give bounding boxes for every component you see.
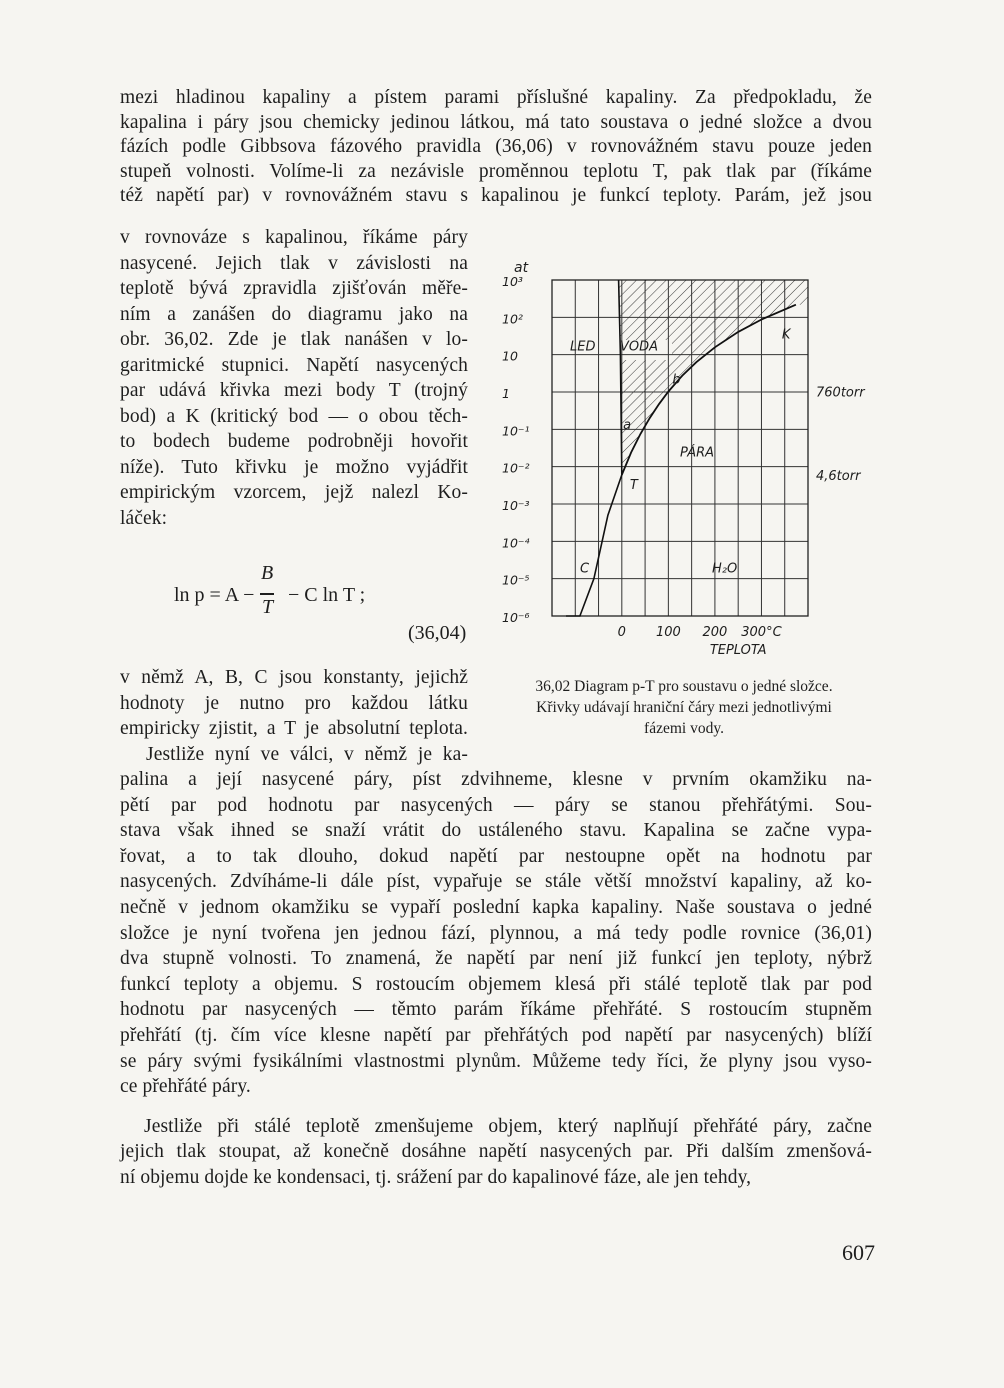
y-tick-label: 10⁻¹ [502, 423, 530, 439]
y-tick-label: 10⁻³ [502, 498, 530, 513]
y-tick-label: 1 [502, 386, 510, 401]
caption-line: Křivky udávají hraniční čáry mezi jednotlivými [536, 699, 832, 716]
text-line: teplotě bývá zpravidla zjišťován měře- [120, 278, 468, 299]
text-line: Jestliže při stálé teplotě zmenšujeme objem, který naplňují přehřáté páry, začne [144, 1115, 872, 1137]
region-label-led: LED [570, 339, 596, 355]
region-label-c: C [580, 561, 590, 577]
text-line: ním a zanášen do diagramu jako na [120, 303, 468, 325]
text-line: hodnotu par nasycených — těmto parám říkáme přehřáté. S rostoucím stupněm [120, 999, 872, 1021]
x-axis-label: TEPLOTA [709, 643, 767, 658]
y-tick-label: 10⁻⁵ [502, 572, 530, 588]
text-line: nečně v jednom okamžiku se vypaří poslední kapka kapaliny. Naše soustava o jedné [120, 897, 872, 918]
caption-line: fázemi vody. [644, 720, 724, 737]
equation-number: (36,04) [408, 622, 467, 644]
text-line: pětí par pod hodnotu par nasycených — páry se stanou přehřátými. Sou- [120, 794, 872, 816]
text-line: řovat, a to tak dlouho, dokud napětí par nestoupne opět na hodnotu par [120, 845, 872, 867]
text-line: garitmické stupnici. Napětí nasycených [120, 354, 468, 376]
y-tick-label: 10⁻² [502, 460, 530, 476]
text-line: též napětí par) v rovnovážném stavu s kapalinou je funkcí teploty. Parám, jež jsou [120, 185, 872, 206]
text-line: empiricky zjistit, a T je absolutní teplota. [120, 718, 468, 739]
text-line: obr. 36,02. Zde je tlak nanášen v lo- [120, 329, 468, 350]
region-label-voda: VODA [620, 339, 659, 355]
y-tick-label: 10 [502, 348, 518, 364]
text-line: to bodech budeme podrobněji hovořit [120, 431, 468, 452]
text-line: hodnoty je nutno pro každou látku [120, 692, 468, 714]
text-line: se páry svými fysikálními vlastnostmi plynům. Můžeme tedy říci, že plyny jsou vyso- [120, 1050, 872, 1072]
text-line: níže). Tuto křivku je možno vyjádřit [120, 456, 468, 478]
text-line: ní objemu dojde ke kondensaci, tj. srážení par do kapalinové fáze, ale jen tehdy, [120, 1167, 752, 1188]
y-tick-label: 10⁻⁶ [502, 610, 530, 625]
text-line: stava však ihned se snaží vrátit do ustáleného stavu. Kapalina se začne vypa- [120, 820, 872, 842]
text-line: mezi hladinou kapaliny a pístem parami příslušné kapaliny. Za předpokladu, že [120, 87, 872, 108]
point-label-b: b [672, 372, 681, 388]
text-line: nasycených. Zdvíháme-li dále píst, vypařuje se stále větší množství kapaliny, až ko- [120, 871, 872, 893]
formula-numerator: B [261, 562, 274, 584]
point-label-a: a [623, 418, 632, 434]
text-line: par udává křivka mezi body T (trojný [120, 380, 468, 401]
text-line: bod) a K (kritický bod — o obou těch- [120, 405, 468, 427]
text-line: nasycené. Jejich tlak v závislosti na [120, 252, 468, 274]
x-tick-label: 300°C [741, 625, 782, 640]
text-line: kapalina i páry jsou chemicky jedinou látkou, má tato soustava o jedné složce a dvou [120, 111, 872, 133]
text-line: ce přehřáté páry. [120, 1076, 251, 1098]
text-line: v rovnováze s kapalinou, říkáme páry [120, 227, 468, 248]
point-label-t: T [629, 477, 638, 493]
text-line: empirickým vzorcem, jejž nalezl Ko- [120, 482, 468, 503]
region-label-para: PÁRA [680, 445, 715, 461]
formula-rhs: − C ln T ; [288, 584, 366, 606]
ref-label-46torr: 4,6torr [816, 468, 861, 484]
text-line: fázích podle Gibbsova fázového pravidla (36,06) v rovnovážném stavu pouze jeden [120, 136, 872, 157]
text-line: v němž A, B, C jsou konstanty, jejichž [120, 667, 468, 688]
text-line: Jestliže nyní ve válci, v němž je ka- [146, 743, 468, 765]
formula-lhs: ln p = A − [174, 584, 255, 606]
y-tick-label: 10³ [502, 274, 523, 289]
x-tick-label: 200 [702, 625, 728, 640]
text-line: složce je nyní tvořena jen jednou fází, plynnou, a má tedy podle rovnice (36,01) [120, 922, 872, 944]
kolacek-formula [174, 560, 474, 630]
text-line: přehřátí (tj. čím více klesne napětí par přehřátých pod napětí par nasycených) blíží [120, 1025, 872, 1046]
text-line: funkcí teploty a objemu. S rostoucím objemem klesá při stálé teplotě tlak par pod [120, 973, 872, 995]
x-tick-label: 100 [655, 625, 681, 640]
sublimation-curve [566, 475, 622, 616]
text-line: palina a její nasycené páry, píst zdvihneme, klesne v prvním okamžiku na- [120, 769, 872, 790]
text-line: stupeň volnosti. Volíme-li za nezávisle proměnnou teplotu T, pak tlak par (říkáme [120, 160, 872, 182]
phase-diagram [490, 258, 900, 658]
caption-line: 36,02 Diagram p-T pro soustavu o jedné složce. [535, 678, 833, 695]
page-number: 607 [842, 1240, 875, 1265]
region-label-h2o: H₂O [712, 561, 738, 577]
y-tick-label: 10² [502, 311, 523, 327]
text-line: jejich tlak stoupat, až konečně dosáhne napětí nasycených par. Při dalším zmenšová- [120, 1141, 872, 1163]
y-axis-label: at [514, 260, 529, 276]
x-tick-label: 0 [617, 625, 626, 640]
y-tick-label: 10⁻⁴ [502, 535, 530, 551]
ref-label-760torr: 760torr [816, 385, 865, 401]
fraction-bar [260, 593, 274, 595]
text-line: láček: [120, 507, 168, 529]
text-line: dva stupně volnosti. To znamená, že napětí par není již funkcí jen teploty, nýbrž [120, 948, 872, 970]
formula-denominator: T [262, 596, 274, 618]
point-label-k: K [781, 327, 791, 343]
